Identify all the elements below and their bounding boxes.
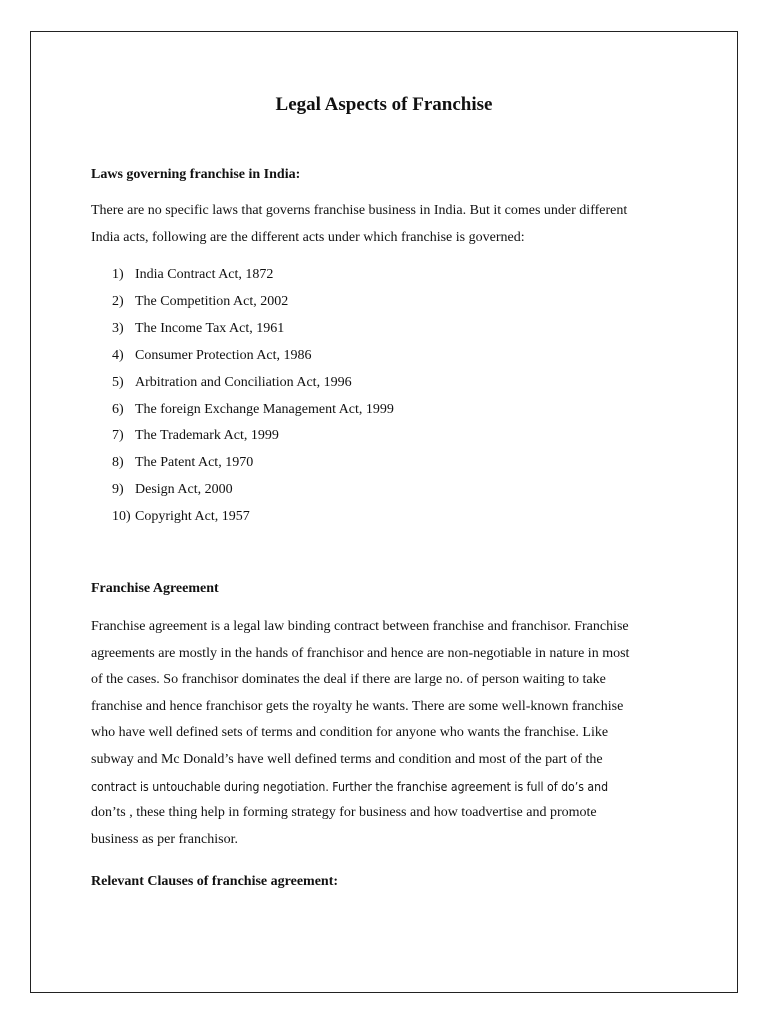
- paragraph-line: Franchise agreement is a legal law binding contract between franchise and franchisor. Franchise: [91, 619, 629, 634]
- list-number: 5): [112, 374, 124, 390]
- list-item-text: The Income Tax Act, 1961: [135, 320, 285, 336]
- paragraph-line: business as per franchisor.: [91, 831, 238, 847]
- list-number: 3): [112, 320, 124, 336]
- list-item: [112, 450, 394, 477]
- list-item: [112, 504, 394, 531]
- list-item: [112, 397, 394, 424]
- list-item-text: Arbitration and Conciliation Act, 1996: [135, 374, 352, 390]
- list-item: [112, 289, 394, 316]
- list-item-text: The Trademark Act, 1999: [135, 428, 279, 444]
- list-item: [112, 370, 394, 397]
- paragraph-line: India acts, following are the different acts under which franchise is governed:: [91, 229, 525, 245]
- paragraph-line: don’ts , these thing help in forming strategy for business and how toadvertise and promote: [91, 805, 597, 821]
- list-item: [112, 262, 394, 289]
- list-item-text: Copyright Act, 1957: [135, 509, 250, 525]
- paragraph-line: who have well defined sets of terms and condition for anyone who wants the franchise. Like: [91, 725, 609, 741]
- list-number: 8): [112, 455, 124, 471]
- list-number: 2): [112, 293, 124, 309]
- list-number: 1): [112, 267, 124, 282]
- list-item-text: India Contract Act, 1872: [135, 267, 274, 282]
- list-number: 10): [112, 509, 131, 525]
- section-heading-laws: Laws governing franchise in India:: [91, 167, 301, 182]
- paragraph-line: There are no specific laws that governs franchise business in India. But it comes under different: [91, 203, 628, 218]
- list-item-text: Design Act, 2000: [135, 482, 233, 498]
- list-item-text: The foreign Exchange Management Act, 1999: [135, 401, 394, 417]
- list-item-text: Consumer Protection Act, 1986: [135, 347, 312, 363]
- paragraph-line: franchise and hence franchisor gets the royalty he wants. There are some well-known franchise: [91, 698, 624, 714]
- list-number: 9): [112, 482, 124, 498]
- acts-list: [112, 262, 394, 531]
- list-item-text: The Competition Act, 2002: [135, 293, 289, 309]
- list-item: [112, 316, 394, 343]
- list-item-text: The Patent Act, 1970: [135, 455, 254, 471]
- section-heading-franchise-agreement: Franchise Agreement: [91, 581, 219, 596]
- agreement-paragraph: [91, 614, 691, 853]
- list-item: [112, 477, 394, 504]
- list-number: 6): [112, 401, 124, 417]
- section-heading-relevant-clauses: Relevant Clauses of franchise agreement:: [91, 874, 339, 889]
- list-item: [112, 423, 394, 450]
- paragraph-line: contract is untouchable during negotiation. Further the franchise agreement is full of do’s and: [91, 779, 609, 794]
- paragraph-line: of the cases. So franchisor dominates the deal if there are large no. of person waiting to take: [91, 672, 606, 688]
- paragraph-line: subway and Mc Donald’s have well defined terms and condition and most of the part of the: [91, 751, 603, 767]
- list-number: 7): [112, 428, 124, 444]
- list-number: 4): [112, 347, 124, 363]
- document-title: Legal Aspects of Franchise: [275, 94, 493, 115]
- paragraph-line: agreements are mostly in the hands of franchisor and hence are non-negotiable in nature in most: [91, 645, 630, 661]
- list-item: [112, 343, 394, 370]
- intro-paragraph: [91, 198, 691, 251]
